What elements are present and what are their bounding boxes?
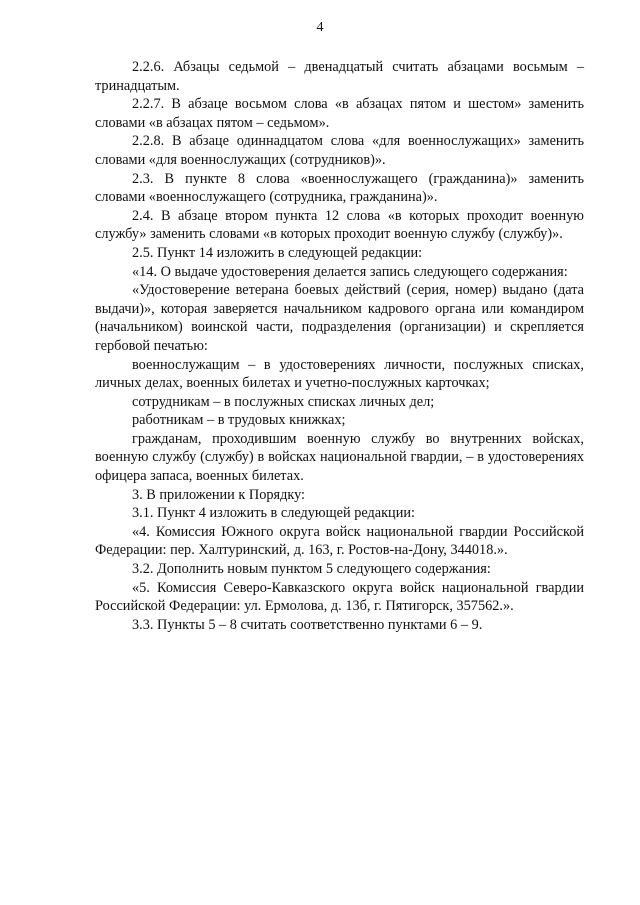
paragraph-2-2-7: 2.2.7. В абзаце восьмом слова «в абзацах пятом и шестом» заменить словами «в абзацах пятом – седьмом». — [95, 96, 584, 131]
paragraph-3-2: 3.2. Дополнить новым пунктом 5 следующего содержания: — [132, 561, 491, 578]
paragraph-3: 3. В приложении к Порядку: — [132, 486, 306, 503]
paragraph-certificate-record: «Удостоверение ветерана боевых действий (серия, номер) выдано (дата выдачи)», которая заверяется начальником кадрового органа или командиром (начальником) воинской части, подразделения (организации) и скрепляется гербовой печатью: — [95, 282, 584, 354]
paragraph-2-2-6: 2.2.6. Абзацы седьмой – двенадцатый считать абзацами восьмым – тринадцатым. — [95, 59, 584, 94]
paragraph-quote-14: «14. О выдаче удостоверения делается запись следующего содержания: — [132, 263, 568, 280]
document-body — [95, 58, 584, 634]
paragraph-2-3: 2.3. В пункте 8 слова «военнослужащего (гражданина)» заменить словами «военнослужащего (сотрудника, гражданина)». — [95, 170, 584, 206]
paragraph-3-1: 3.1. Пункт 4 изложить в следующей редакции: — [132, 505, 415, 522]
paragraph-3-3: 3.3. Пункты 5 – 8 считать соответственно пунктами 6 – 9. — [132, 616, 483, 633]
paragraph-citizens: гражданам, проходившим военную службу во внутренних войсках, военную службу (службу) в войсках национальной гвардии, – в удостоверениях офицера запаса, военных билетах. — [95, 430, 584, 485]
paragraph-commission-south: «4. Комиссия Южного округа войск национальной гвардии Российской Федерации: пер. Халтуринский, д. 163, г. Ростов-на-Дону, 344018.». — [95, 523, 584, 559]
paragraph-commission-north-caucasus: «5. Комиссия Северо-Кавказского округа войск национальной гвардии Российской Федерации: ул. Ермолова, д. 13б, г. Пятигорск, 357562.». — [95, 579, 584, 615]
paragraph-2-5: 2.5. Пункт 14 изложить в следующей редакции: — [132, 244, 423, 261]
paragraph-2-2-8: 2.2.8. В абзаце одиннадцатом слова «для военнослужащих» заменить словами «для военнослужащих (сотрудников)». — [95, 133, 584, 168]
paragraph-workers: работникам – в трудовых книжках; — [132, 412, 346, 429]
paragraph-2-4: 2.4. В абзаце втором пункта 12 слова «в которых проходит военную службу» заменить словами «в которых проходит военную службу (службу)». — [95, 207, 584, 243]
paragraph-servicemen: военнослужащим – в удостоверениях личности, послужных списках, личных делах, военных билетах и учетно-послужных карточках; — [95, 356, 584, 392]
page-number: 4 — [316, 20, 324, 35]
paragraph-employees: сотрудникам – в послужных списках личных дел; — [132, 393, 435, 410]
